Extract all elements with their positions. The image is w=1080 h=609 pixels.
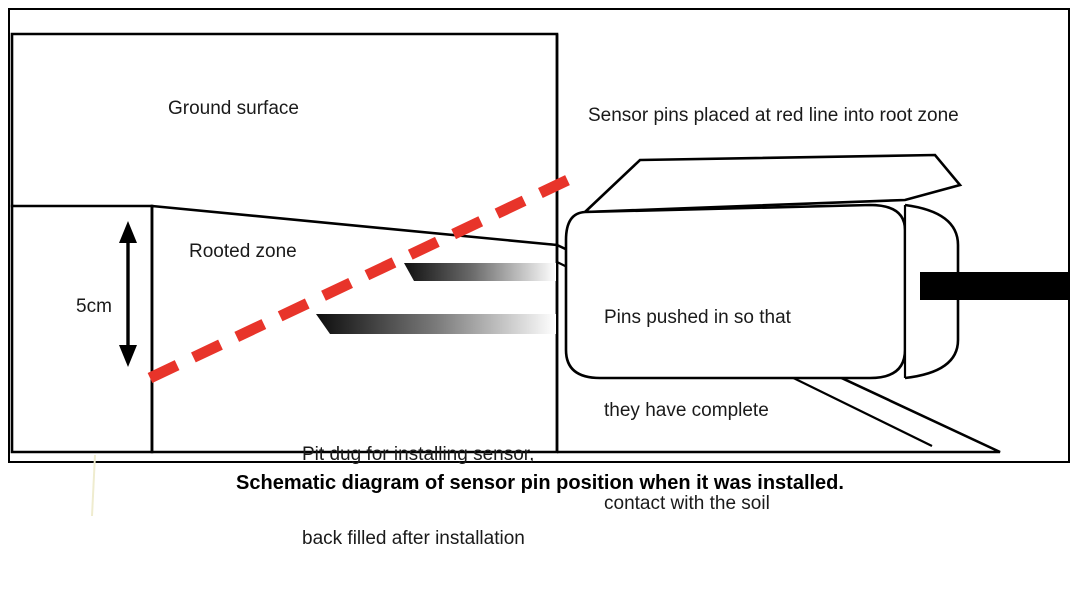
label-pins-pushed [604,240,791,581]
label-pins-line1: Pins pushed in so that [604,307,791,328]
label-pit-dug [302,385,534,609]
sensor-cable [920,272,1070,300]
label-ground-surface: Ground surface [168,98,299,119]
label-rooted-zone: Rooted zone [189,241,297,262]
label-pit-line2: back filled after installation [302,528,525,549]
label-sensor-pins: Sensor pins placed at red line into root zone [588,105,959,126]
label-pins-line3: contact with the soil [604,493,770,514]
figure-caption: Schematic diagram of sensor pin position when it was installed. [236,472,844,494]
label-pit-line1: Pit dug for installing sensor, [302,444,535,465]
label-depth-5cm: 5cm [76,296,112,317]
label-pins-line2: they have complete [604,400,769,421]
